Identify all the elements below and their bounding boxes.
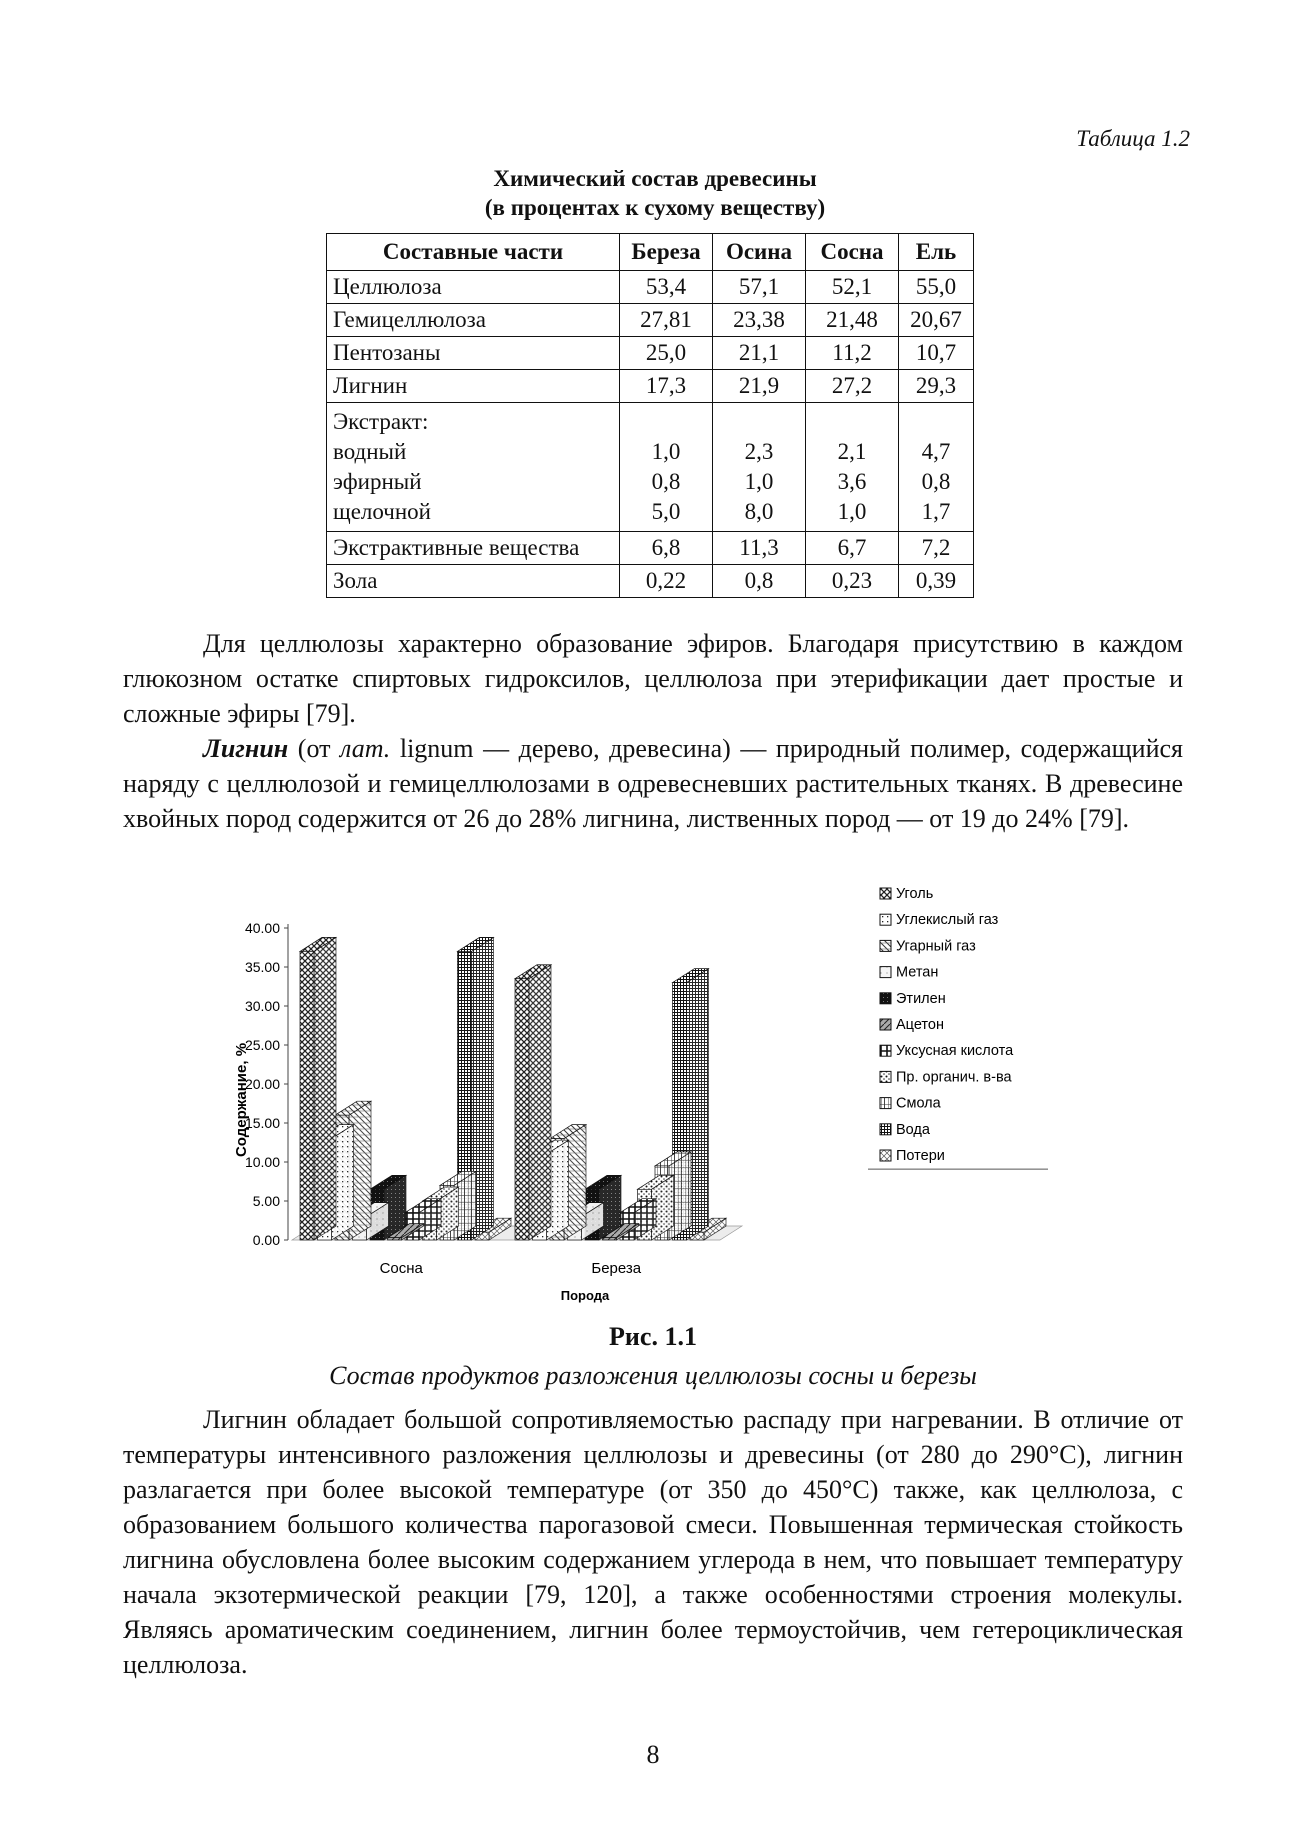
table-cell: 5,0 <box>651 499 681 524</box>
table-cell: 0,8 <box>651 469 681 494</box>
y-tick-label: 0.00 <box>252 1232 280 1248</box>
legend-label: Смола <box>896 1095 941 1112</box>
table-title-line-2: (в процентах к сухому веществу) <box>484 195 826 220</box>
row-label: Экстрактивные вещества <box>327 532 620 565</box>
paragraph-2-lat: лат. <box>340 734 391 763</box>
legend-swatch <box>880 940 891 951</box>
legend-swatch <box>880 914 891 925</box>
table-title <box>315 164 995 222</box>
extract-labels <box>327 403 620 532</box>
bar-front <box>515 979 529 1240</box>
table-header-row <box>327 234 974 271</box>
x-category-label: Береза <box>591 1260 642 1277</box>
page-number: 8 <box>646 1740 660 1769</box>
table-row <box>327 271 974 304</box>
legend-swatch <box>880 1045 891 1056</box>
term-lignin: Лигнин <box>203 734 289 763</box>
header-cell: Ель <box>899 234 974 271</box>
bar-side <box>529 965 551 1240</box>
table-cell: 1,0 <box>837 499 867 524</box>
y-tick-label: 15.00 <box>244 1115 280 1131</box>
table-label: Таблица 1.2 <box>1076 126 1190 151</box>
legend-label: Метан <box>896 964 939 981</box>
paragraph-3 <box>123 1402 1183 1682</box>
legend-label: Уксусная кислота <box>896 1043 1014 1060</box>
legend-label: Пр. органич. в-ва <box>896 1069 1012 1086</box>
paragraph-2-open: (от <box>288 734 341 763</box>
legend-swatch <box>880 1124 891 1135</box>
extract-values <box>713 403 806 532</box>
row-label: Пентозаны <box>327 337 620 370</box>
table-cell: 21,1 <box>713 337 806 370</box>
bar-front <box>388 1238 402 1240</box>
legend-label: Вода <box>896 1121 930 1138</box>
table-cell: 3,6 <box>837 469 867 494</box>
figure-title: Рис. 1.1 <box>609 1322 697 1351</box>
bar-side <box>314 937 336 1240</box>
table-cell: 23,38 <box>713 304 806 337</box>
legend-label: Угарный газ <box>896 938 976 955</box>
legend-swatch <box>880 993 891 1004</box>
header-cell: Составные части <box>327 234 620 271</box>
extract-values <box>806 403 899 532</box>
table-cell: 0,39 <box>899 565 974 598</box>
table-cell: 53,4 <box>620 271 713 304</box>
bar-front <box>300 951 314 1240</box>
extract-values <box>899 403 974 532</box>
table-cell: 21,9 <box>713 370 806 403</box>
table-cell: 55,0 <box>899 271 974 304</box>
y-tick-label: 10.00 <box>244 1154 280 1170</box>
table-cell: 20,67 <box>899 304 974 337</box>
row-label: Гемицеллюлоза <box>327 304 620 337</box>
y-tick-label: 35.00 <box>244 959 280 975</box>
legend-swatch <box>880 1098 891 1109</box>
paragraph-2-rest: lignum — дерево, древесина) — природный полимер, содержащийся наряду с целлюлозой и гемицеллюлозами в одревесневших растительных тканях. В древесине хвойных пород содержится от 26 до 28% лигнина, лиственных пород — от 19 до 24% [79]. <box>123 734 1183 833</box>
row-label: Зола <box>327 565 620 598</box>
table-cell: 29,3 <box>899 370 974 403</box>
paragraph-2 <box>123 731 1183 836</box>
y-tick-label: 5.00 <box>252 1193 280 1209</box>
table-cell: 1,0 <box>744 469 774 494</box>
table-cell: 8,0 <box>744 499 774 524</box>
table-cell: 1,0 <box>651 439 681 464</box>
chart-legend <box>868 886 1048 1169</box>
table-row <box>327 304 974 337</box>
x-axis-label: Порода <box>560 1288 610 1303</box>
legend-swatch <box>880 967 891 978</box>
table-cell: 2,3 <box>744 439 774 464</box>
row-label: Целлюлоза <box>327 271 620 304</box>
bar-front <box>603 1238 617 1240</box>
legend-swatch <box>880 1150 891 1161</box>
legend-swatch <box>880 888 891 899</box>
x-category-label: Сосна <box>379 1260 423 1277</box>
table-cell: 11,3 <box>713 532 806 565</box>
table-cell: 57,1 <box>713 271 806 304</box>
extract-sub-label: эфирный <box>333 469 422 494</box>
header-cell: Осина <box>713 234 806 271</box>
legend-label: Углекислый газ <box>896 912 999 929</box>
table-cell: 1,7 <box>921 499 951 524</box>
y-tick-label: 30.00 <box>244 998 280 1014</box>
table-row <box>327 370 974 403</box>
table-cell: 2,1 <box>837 439 867 464</box>
extract-values <box>620 403 713 532</box>
legend-label: Уголь <box>896 886 934 902</box>
table-cell: 21,48 <box>806 304 899 337</box>
paragraph-3-text: Лигнин обладает большой сопротивляемостью распаду при нагревании. В отличие от температуры интенсивного разложения целлюлозы и древесины (от 280 до 290°С), лигнин разлагается при более высокой температуре (от 350 до 450°С) также, как целлюлоза, с образованием большого количества парогазовой смеси. Повышенная термическая стойкость лигнина обусловлена более высоким содержанием углерода в нем, что повышает температуру начала экзотермической реакции [79, 120], а также особенностями строения молекулы. Являясь ароматическим соединением, лигнин более термоустойчив, чем гетероциклическая целлюлоза. <box>123 1405 1183 1679</box>
header-cell: Береза <box>620 234 713 271</box>
table-cell: 27,2 <box>806 370 899 403</box>
table-cell: 0,22 <box>620 565 713 598</box>
table-cell: 52,1 <box>806 271 899 304</box>
table-title-line-1: Химический состав древесины <box>493 166 817 191</box>
y-axis-label: Содержание, % <box>233 1042 250 1158</box>
bar <box>300 937 336 1240</box>
extract-heading: Экстракт: <box>333 409 429 434</box>
row-label: Лигнин <box>327 370 620 403</box>
bar <box>515 965 551 1240</box>
paragraph-1 <box>123 626 1183 731</box>
plot-area <box>245 920 742 1277</box>
table-row <box>327 565 974 598</box>
table-cell: 25,0 <box>620 337 713 370</box>
y-tick-label: 25.00 <box>244 1037 280 1053</box>
table-cell: 10,7 <box>899 337 974 370</box>
table-cell: 0,23 <box>806 565 899 598</box>
extract-sub-label: водный <box>333 439 407 464</box>
decomposition-chart <box>230 880 1090 1310</box>
table-cell: 4,7 <box>921 439 951 464</box>
legend-swatch <box>880 1071 891 1082</box>
table-row <box>327 337 974 370</box>
paragraph-1-text: Для целлюлозы характерно образование эфиров. Благодаря присутствию в каждом глюкозном остатке спиртовых гидроксилов, целлюлоза при этерификации дает простые и сложные эфиры [79]. <box>123 629 1183 728</box>
legend-swatch <box>880 1019 891 1030</box>
table-cell: 0,8 <box>921 469 951 494</box>
figure-subtitle: Состав продуктов разложения целлюлозы сосны и березы <box>329 1361 977 1390</box>
header-cell: Сосна <box>806 234 899 271</box>
table-cell: 6,7 <box>806 532 899 565</box>
y-tick-label: 40.00 <box>244 920 280 936</box>
table-row <box>327 532 974 565</box>
table-cell: 27,81 <box>620 304 713 337</box>
table-cell: 6,8 <box>620 532 713 565</box>
legend-label: Ацетон <box>896 1017 944 1033</box>
table-cell: 7,2 <box>899 532 974 565</box>
extract-sub-label: щелочной <box>333 499 431 524</box>
table-cell: 0,8 <box>713 565 806 598</box>
table-row-extract <box>327 403 974 532</box>
y-tick-label: 20.00 <box>244 1076 280 1092</box>
table-cell: 11,2 <box>806 337 899 370</box>
legend-label: Потери <box>896 1148 945 1164</box>
composition-table <box>326 233 974 598</box>
legend-label: Этилен <box>896 990 946 1007</box>
table-cell: 17,3 <box>620 370 713 403</box>
